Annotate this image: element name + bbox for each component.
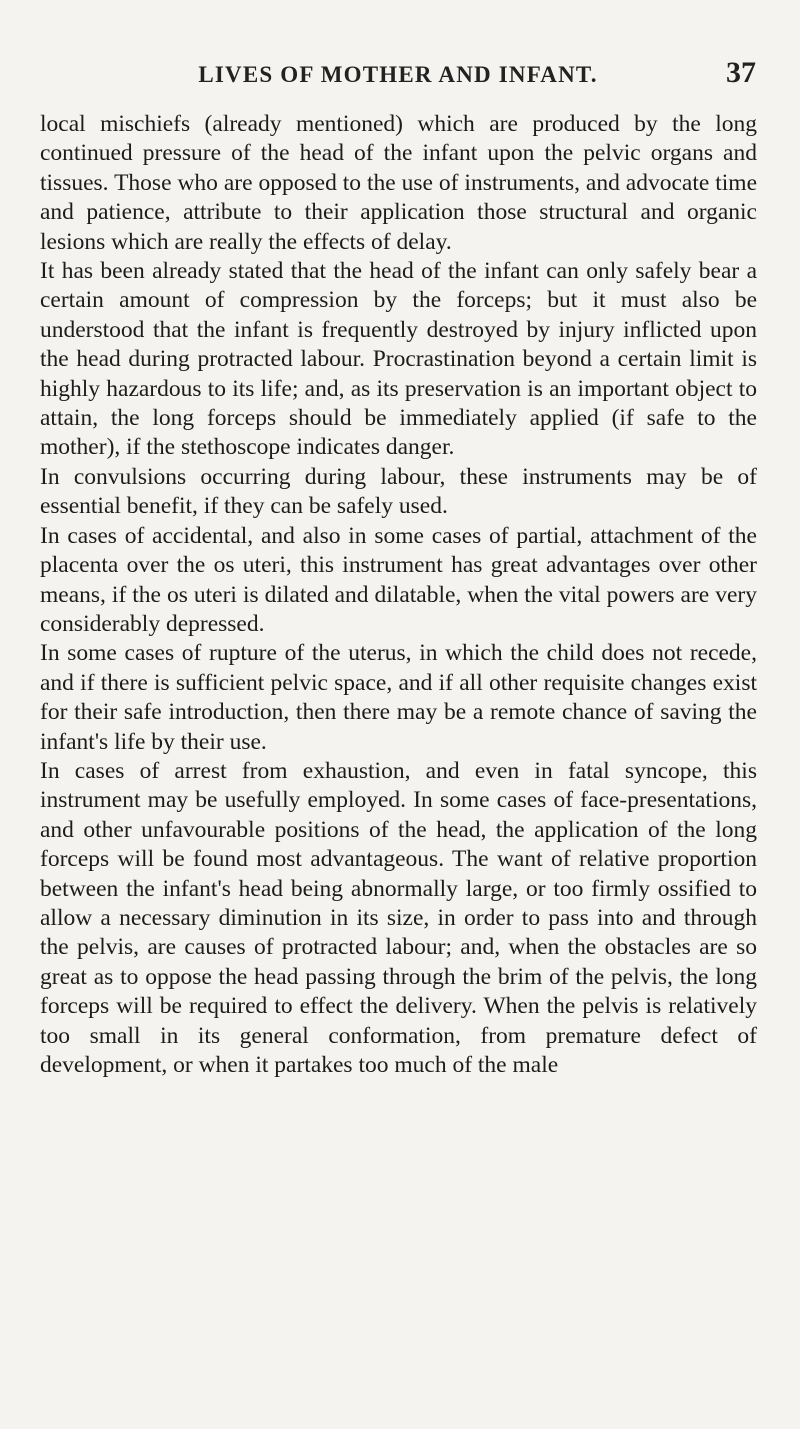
- paragraph: In cases of arrest from exhaustion, and even in fatal syncope, this instrument may be usefully employed. In some cases of face-presentations, and other unfavourable positions of the head, the application of the long forceps will be found most advantageous. The want of relative proportion between the infant's head being abnormally large, or too firmly ossified to allow a necessary diminution in its size, in order to pass into and through the pelvis, are causes of protracted labour; and, when the obstacles are so great as to oppose the head passing through the brim of the pelvis, the long forceps will be required to effect the delivery. When the pelvis is relatively too small in its general conformation, from premature defect of development, or when it partakes too much of the male: [40, 757, 757, 1078]
- paragraph: In some cases of rupture of the uterus, in which the child does not recede, and if there is sufficient pelvic space, and if all other requisite changes exist for their safe introduction, then there may be a remote chance of saving the infant's life by their use.: [40, 640, 757, 755]
- body-text: [40, 110, 757, 1080]
- paragraph: local mischiefs (already mentioned) which are produced by the long continued pressure of the head of the infant upon the pelvic organs and tissues. Those who are opposed to the use of instruments, and advocate time and patience, attribute to their application those structural and organic lesions which are really the effects of delay.: [40, 111, 757, 255]
- paragraph: It has been already stated that the head of the infant can only safely bear a certain amount of compression by the forceps; but it must also be understood that the infant is frequently destroyed by injury inflicted upon the head during protracted labour. Procrastination beyond a certain limit is highly hazardous to its life; and, as its preservation is an important object to attain, the long forceps should be immediately applied (if safe to the mother), if the stethoscope indicates danger.: [40, 258, 757, 461]
- page-number: 37: [726, 56, 756, 89]
- running-head: [40, 56, 756, 102]
- paragraph: In convulsions occurring during labour, these instruments may be of essential benefit, if they can be safely used.: [40, 463, 757, 520]
- running-head-title: LIVES OF MOTHER AND INFANT.: [198, 62, 598, 87]
- paragraph: In cases of accidental, and also in some cases of partial, attachment of the placenta over the os uteri, this instrument has great advantages over other means, if the os uteri is dilated and dilatable, when the vital powers are very considerably depressed.: [40, 522, 757, 637]
